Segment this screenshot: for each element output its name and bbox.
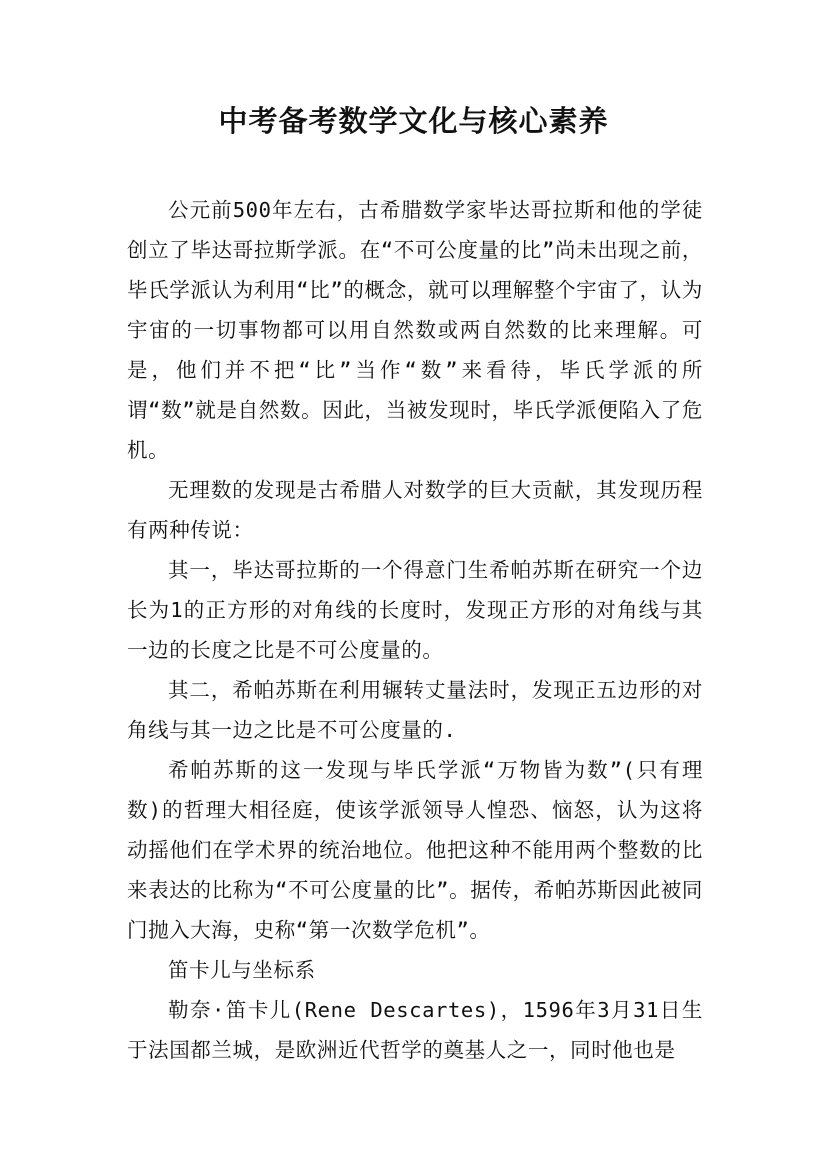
paragraph-intro: 公元前500年左右，古希腊数学家毕达哥拉斯和他的学徒创立了毕达哥拉斯学派。在“不可公度量的比”尚未出现之前，毕氏学派认为利用“比”的概念，就可以理解整个宇宙了，认为宇宙的一切事物都可以用自然数或两自然数的比来理解。可是，他们并不把“比”当作“数”来看待，毕氏学派的所谓“数”就是自然数。因此，当被发现时，毕氏学派便陷入了危机。 [127, 198, 703, 462]
paragraph-first-crisis: 希帕苏斯的这一发现与毕氏学派“万物皆为数”(只有理数)的哲理大相径庭，使该学派领导人惶恐、恼怒，认为这将动摇他们在学术界的统治地位。他把这种不能用两个整数的比来表达的比称为“不可公度量的比”。据传，希帕苏斯因此被同门抛入大海，史称“第一次数学危机”。 [127, 758, 703, 942]
paragraph-legend-one: 其一，毕达哥拉斯的一个得意门生希帕苏斯在研究一个边长为1的正方形的对角线的长度时，发现正方形的对角线与其一边的长度之比是不可公度量的。 [127, 558, 703, 662]
paragraph-irrational-discovery: 无理数的发现是古希腊人对数学的巨大贡献，其发现历程有两种传说： [127, 478, 703, 542]
paragraph-descartes: 勒奈·笛卡儿(Rene Descartes)，1596年3月31日生于法国都兰城，是欧洲近代哲学的奠基人之一，同时他也是 [127, 998, 703, 1062]
body-text [127, 190, 703, 1070]
section-heading-descartes: 笛卡儿与坐标系 [168, 958, 316, 982]
page-title: 中考备考数学文化与核心素养 [218, 104, 609, 138]
paragraph-legend-two: 其二，希帕苏斯在利用辗转丈量法时，发现正五边形的对角线与其一边之比是不可公度量的. [127, 678, 703, 742]
